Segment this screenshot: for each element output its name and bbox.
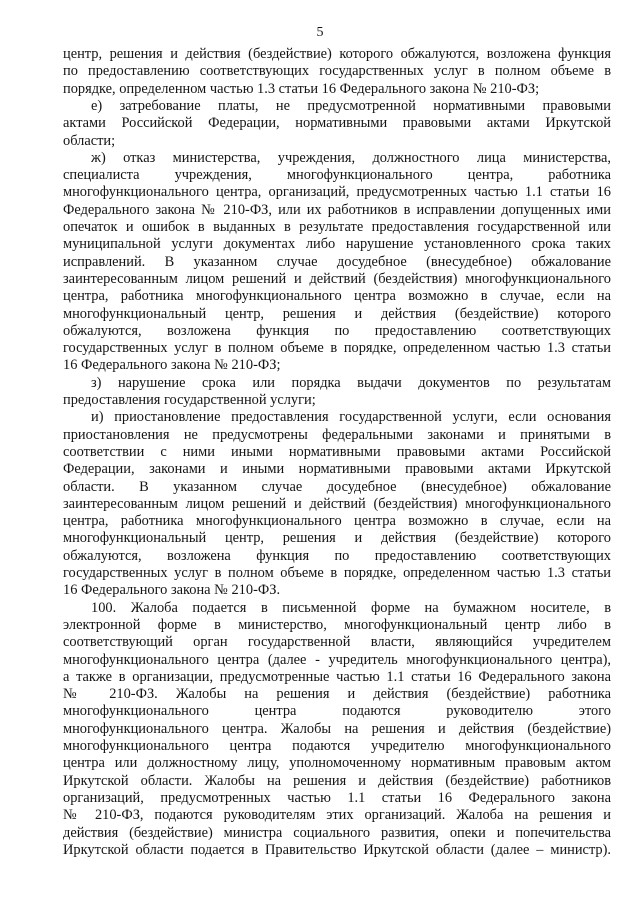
text-line: исправлений. В указанном случае досудебное (внесудебное) обжалование bbox=[63, 253, 611, 270]
text-line: многофункционального центра, организаций, предусмотренных частью 1.1 статьи 16 bbox=[63, 184, 611, 201]
text-line: соответствии с ними иными нормативными правовыми актами Российской bbox=[63, 443, 611, 460]
text-line: специалиста учреждения, многофункционального центра, работника bbox=[63, 167, 611, 184]
text-line: области. В указанном случае досудебное (внесудебное) обжалование bbox=[63, 478, 611, 495]
text-line: действия (бездействие) министра социального развития, опеки и попечительства bbox=[63, 824, 611, 841]
text-line: многофункционального центра (далее - учредитель многофункционального центра), bbox=[63, 651, 611, 668]
text-line: порядке, определенном частью 1.3 статьи 16 Федерального закона № 210-ФЗ; bbox=[63, 80, 540, 97]
text-line: приостановления не предусмотрены федеральными законами и принятыми в bbox=[63, 426, 611, 443]
text-line: муниципальной услуги документах либо нарушение установленного срока таких bbox=[63, 236, 611, 253]
text-line: государственных услуг в полном объеме в порядке, определенном частью 1.3 статьи bbox=[63, 340, 611, 357]
text-line: области; bbox=[63, 132, 116, 149]
text-line: многофункционального центра подаются учредителю многофункционального bbox=[63, 738, 611, 754]
text-line: заинтересованным лицом решений и действий (бездействия) многофункционального bbox=[63, 495, 611, 512]
text-line: соответствующий орган государственной власти, являющийся учредителем bbox=[63, 634, 611, 651]
text-line: и) приостановление предоставления государственной услуги, если основания bbox=[91, 409, 611, 426]
text-line: многофункционального центра подаются руководителю этого bbox=[63, 703, 611, 720]
text-line: многофункциональный центр, решения и действия (бездействие) которого bbox=[63, 305, 611, 322]
text-line: 100. Жалоба подается в письменной форме на бумажном носителе, в bbox=[91, 599, 611, 616]
page-number: 5 bbox=[316, 25, 324, 40]
text-line: заинтересованным лицом решений и действий (бездействия) многофункционального bbox=[63, 270, 611, 287]
text-line: з) нарушение срока или порядка выдачи документов по результатам bbox=[91, 374, 611, 391]
text-line: № 210-ФЗ, подаются руководителям этих организаций. Жалоба на решения и bbox=[63, 807, 611, 824]
text-line: Иркутской области подается в Правительство Иркутской области (далее – министр). bbox=[63, 841, 611, 858]
text-line: центра, работника многофункционального центра возможно в случае, если на bbox=[63, 288, 611, 305]
text-line: Федерального закона № 210-ФЗ, или их работников в исправлении допущенных ими bbox=[63, 201, 611, 218]
text-line: центр, решения и действия (бездействие) которого обжалуются, возложена функция bbox=[63, 46, 611, 62]
text-line: актами Российской Федерации, нормативными правовыми актами Иркутской bbox=[63, 115, 611, 132]
text-line: центра или должностному лицу, уполномоченному нормативным правовым актом bbox=[63, 755, 611, 772]
text-line: Иркутской области. Жалобы на решения и действия (бездействие) работников bbox=[63, 772, 611, 789]
text-line: № 210-ФЗ. Жалобы на решения и действия (бездействие) работника bbox=[63, 686, 611, 703]
text-line: 16 Федерального закона № 210-ФЗ. bbox=[63, 582, 281, 599]
text-line: ж) отказ министерства, учреждения, должностного лица министерства, bbox=[91, 149, 611, 166]
text-line: е) затребование платы, не предусмотренной нормативными правовыми bbox=[91, 97, 611, 114]
text-line: электронной форме в министерство, многофункциональный центр либо в bbox=[63, 616, 611, 633]
text-line: многофункциональный центр, решения и действия (бездействие) которого bbox=[63, 530, 611, 547]
text-line: по предоставлению соответствующих государственных услуг в полном объеме в bbox=[63, 63, 611, 80]
text-line: многофункционального центра. Жалобы на решения и действия (бездействие) bbox=[63, 720, 611, 737]
text-line: а также в организации, предусмотренные частью 1.1 статьи 16 Федерального закона bbox=[63, 668, 611, 685]
text-line: предоставления государственной услуги; bbox=[63, 392, 316, 408]
text-line: 16 Федерального закона № 210-ФЗ; bbox=[63, 357, 281, 374]
text-line: Федерации, законами и иными нормативными правовыми актами Иркутской bbox=[63, 461, 611, 478]
text-line: обжалуются, возложена функция по предоставлению соответствующих bbox=[63, 322, 611, 339]
text-line: центра, работника многофункционального центра возможно в случае, если на bbox=[63, 513, 611, 530]
text-line: опечаток и ошибок в выданных в результате предоставления государственной или bbox=[63, 219, 611, 235]
text-line: государственных услуг в полном объеме в порядке, определенном частью 1.3 статьи bbox=[63, 565, 611, 581]
text-line: организаций, предусмотренных частью 1.1 статьи 16 Федерального закона bbox=[63, 789, 611, 806]
text-line: обжалуются, возложена функция по предоставлению соответствующих bbox=[63, 547, 611, 564]
